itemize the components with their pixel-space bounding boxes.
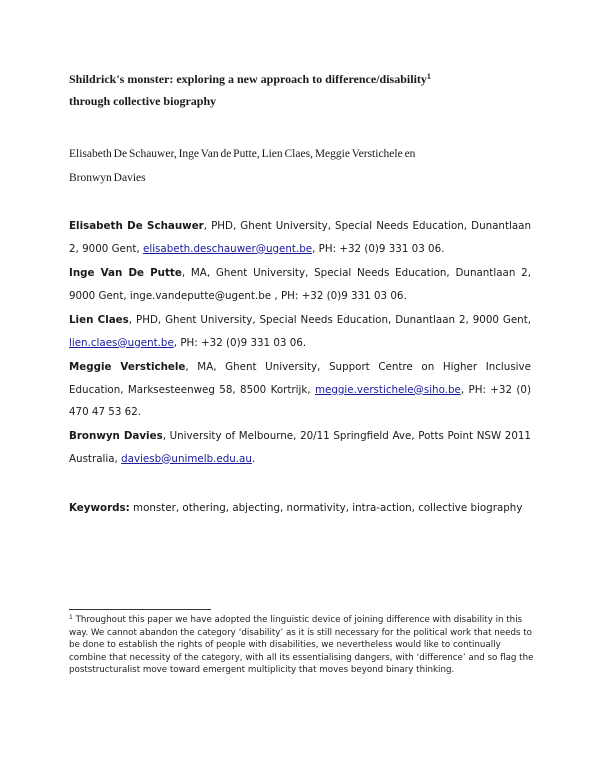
affiliation-details: , PHD, Ghent University, Special Needs Education, Dunantlaan 2, 9000 Gent,: [128, 314, 532, 326]
affiliation-davies: [69, 425, 531, 470]
footnote-text: Throughout this paper we have adopted the linguistic device of joining difference with disability in this way. We cannot abandon the category ‘disability’ as it is still necessary for the political work that needs to be done to establish the rights of people with disabilities, we nevertheless would like to continually combine that necessity of the category, with all its essentialising dangers, with ‘difference’ and so flag the poststructuralist move toward emergent multiplicity that moves beyond binary thinking.: [69, 615, 534, 676]
footnote-marker: 1: [69, 614, 73, 621]
affiliation-claes: [69, 309, 531, 354]
title-line-1: Shildrick's monster: exploring a new approach to difference/disability: [69, 72, 427, 86]
affiliation-phone: , PH: +32 (0) 470 47 53 62.: [69, 383, 531, 418]
affiliation-details: , MA, Ghent University, Special Needs Education, Dunantlaan 2, 9000 Gent,: [69, 267, 531, 302]
footnote-divider: [69, 609, 211, 610]
author-list: [69, 142, 509, 190]
affiliation-details: , University of Melbourne, 20/11 Springfield Ave, Potts Point NSW 2011 Australia,: [69, 430, 531, 465]
affiliation-details: , PHD, Ghent University, Special Needs Education, Dunantlaan 2, 9000 Gent,: [69, 220, 531, 255]
keywords-text: monster, othering, abjecting, normativity, intra-action, collective biography: [129, 502, 523, 514]
keywords-label: Keywords:: [69, 502, 130, 514]
affiliation-name: Meggie Verstichele: [69, 361, 186, 373]
email-link[interactable]: elisabeth.deschauwer@ugent.be: [143, 242, 313, 255]
affiliation-de-schauwer: [69, 215, 531, 260]
affiliation-phone: , PH: +32 (0)9 331 03 06.: [173, 336, 307, 349]
paper-title: [69, 68, 539, 112]
affiliation-name: Lien Claes: [69, 314, 129, 326]
email-link[interactable]: lien.claes@ugent.be: [69, 336, 174, 349]
email-text: inge.vandeputte@ugent.be: [129, 289, 272, 302]
affiliation-details: , MA, Ghent University, Support Centre on Higher Inclusive Education, Marksesteenweg 58, 8500 Kortrijk,: [69, 361, 531, 396]
affiliation-name: Elisabeth De Schauwer: [69, 220, 204, 232]
email-link[interactable]: daviesb@unimelb.edu.au: [121, 452, 252, 465]
affiliation-name: Inge Van De Putte: [69, 267, 182, 279]
affiliation-phone: , PH: +32 (0)9 331 03 06.: [271, 289, 407, 302]
affiliation-verstichele: [69, 356, 531, 424]
affiliation-phone: , PH: +32 (0)9 331 03 06.: [312, 242, 445, 255]
title-line-2: through collective biography: [69, 94, 217, 108]
footnote-reference[interactable]: 1: [426, 72, 431, 81]
affiliation-name: Bronwyn Davies: [69, 430, 163, 442]
email-link[interactable]: meggie.verstichele@siho.be: [314, 383, 461, 396]
author-line-1: Elisabeth De Schauwer, Inge Van de Putte, Lien Claes, Meggie Verstichele en: [69, 148, 416, 160]
footnote: [69, 614, 539, 677]
keywords: [69, 498, 539, 518]
author-line-2: Bronwyn Davies: [69, 172, 146, 184]
affiliation-tail: .: [251, 452, 256, 465]
affiliation-van-de-putte: [69, 262, 531, 307]
